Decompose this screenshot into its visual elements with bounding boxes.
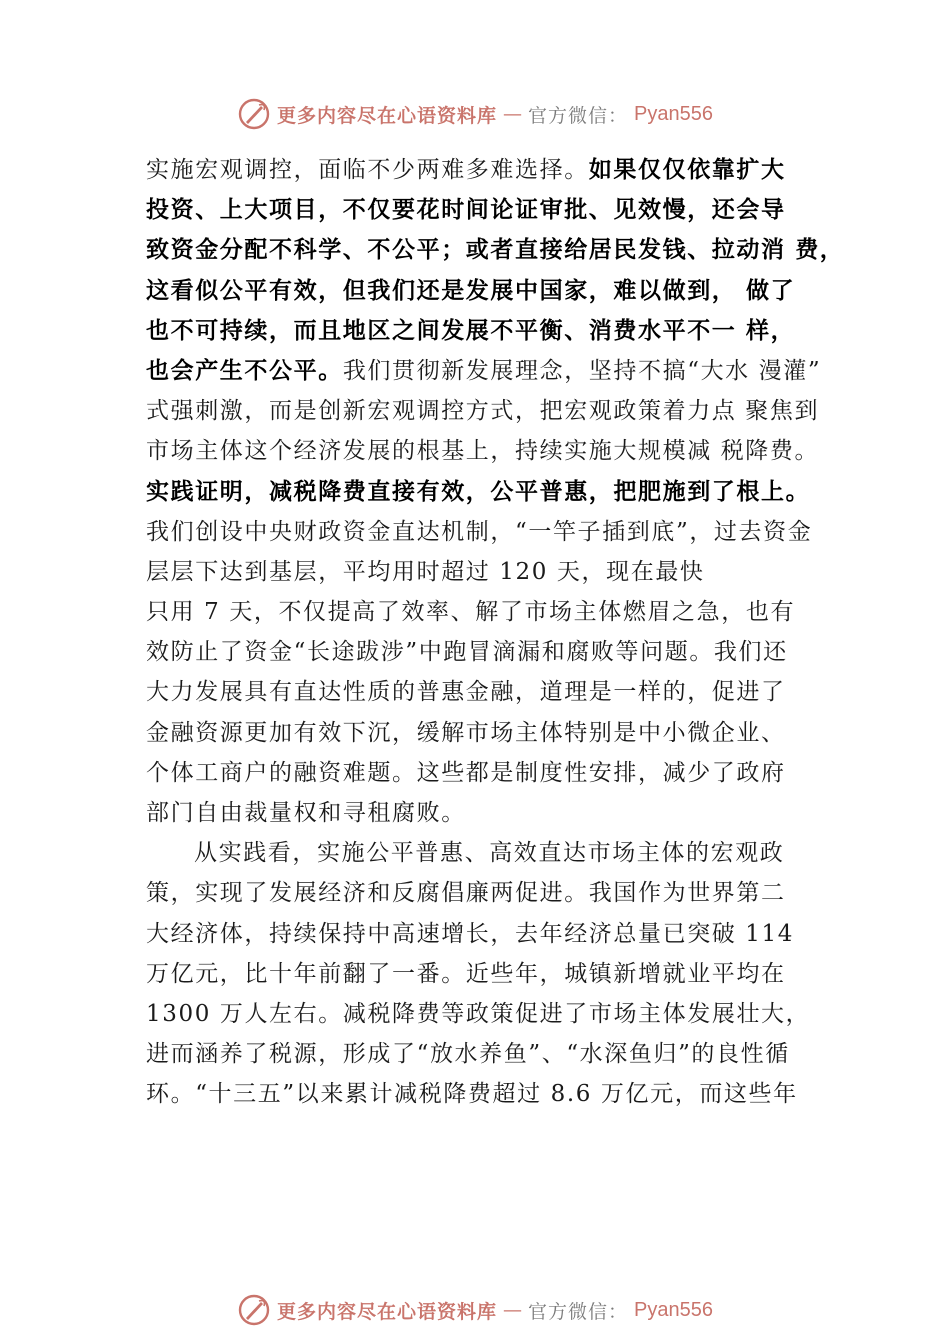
body-text: 大力发展具有直达性质的普惠金融，道理是一样的，促进了	[146, 679, 786, 706]
body-text: 策，实现了发展经济和反腐倡廉两促进。我国作为世界第二	[146, 880, 786, 907]
text-line	[146, 271, 836, 311]
text-line	[146, 190, 836, 230]
brand-separator: —	[503, 1299, 523, 1321]
text-line	[146, 592, 836, 632]
body-text: 部门自由裁量权和寻租腐败。	[146, 800, 466, 826]
text-line	[146, 994, 836, 1034]
text-line	[146, 472, 836, 512]
bold-text: 也会产生不公平。	[146, 356, 343, 384]
body-text: 层层下达到基层，平均用时超过 120 天，现在最快	[146, 558, 705, 585]
body-text: 从实践看，实施公平普惠、高效直达市场主体的宏观政	[194, 840, 785, 867]
body-text: 只用 7 天，不仅提高了效率、解了市场主体燃眉之急，也有	[146, 599, 796, 626]
body-text: 我们创设中央财政资金直达机制，“一竿子插到底”，过去资金	[146, 518, 813, 545]
body-text: 1300 万人左右。减税降费等政策促进了市场主体发展壮大，	[146, 1000, 811, 1027]
brand-separator: —	[503, 103, 523, 125]
brand-name: 更多内容尽在心语资料库	[277, 104, 498, 127]
text-line	[146, 833, 836, 873]
text-line	[146, 672, 836, 712]
text-line	[146, 1074, 836, 1114]
text-line	[146, 230, 845, 270]
wechat-account: Pyan556	[634, 102, 713, 125]
footer-banner	[0, 1290, 950, 1330]
body-text: 效防止了资金“长途跋涉”中跑冒滴漏和腐败等问题。我们还	[146, 639, 788, 666]
text-line	[146, 351, 836, 391]
body-text: 进而涵养了税源，形成了“放水养鱼”、“水深鱼归”的良性循	[146, 1041, 790, 1068]
text-line	[146, 713, 836, 753]
body-text: 环。“十三五”以来累计减税降费超过 8.6 万亿元，而这些年	[146, 1081, 798, 1108]
body-text: 大经济体，持续保持中高速增长，去年经济总量已突破 114	[146, 920, 795, 947]
body-text: 金融资源更加有效下沉，缓解市场主体特别是中小微企业、	[146, 719, 786, 746]
text-line	[146, 391, 836, 431]
body-text: 我们贯彻新发展理念，坚持不搞“大水 漫灌”	[342, 357, 822, 384]
wechat-account: Pyan556	[634, 1298, 713, 1321]
body-text: 万亿元，比十年前翻了一番。近些年，城镇新增就业平均在	[146, 960, 786, 987]
quill-logo-icon	[237, 97, 271, 131]
header-banner	[0, 94, 950, 134]
text-line	[146, 150, 836, 190]
body-text: 式强刺激，而是创新宏观调控方式，把宏观政策着力点 聚焦到	[146, 398, 820, 425]
text-line	[146, 1034, 836, 1074]
official-label: 官方微信：	[528, 104, 629, 127]
text-line	[146, 632, 836, 672]
bold-text: 实践证明，减税降费直接有效，公平普惠，把肥施到了根上。	[146, 477, 811, 505]
text-line	[146, 311, 836, 351]
text-line	[146, 753, 836, 793]
quill-logo-icon	[237, 1293, 271, 1327]
bold-text: 如果仅仅依靠扩大	[588, 156, 786, 183]
text-line	[146, 793, 836, 833]
bold-text: 这看似公平有效，但我们还是发展中国家，难以做到， 做了	[146, 276, 796, 304]
text-line	[146, 954, 836, 994]
text-line	[146, 431, 836, 471]
text-line	[146, 552, 836, 592]
body-text: 市场主体这个经济发展的根基上，持续实施大规模减 税降费。	[146, 438, 820, 465]
text-line	[146, 873, 836, 913]
body-text: 实施宏观调控，面临不少两难多难选择。	[146, 157, 589, 183]
bold-text: 投资、上大项目，不仅要花时间论证审批、见效慢，还会导	[146, 196, 786, 224]
text-line	[146, 914, 836, 954]
official-label: 官方微信：	[528, 1300, 629, 1323]
body-text: 个体工商户的融资难题。这些都是制度性安排，减少了政府	[146, 759, 786, 786]
brand-name: 更多内容尽在心语资料库	[277, 1300, 498, 1323]
bold-text: 也不可持续，而且地区之间发展不平衡、消费水平不一 样，	[146, 316, 796, 344]
text-line	[146, 512, 836, 552]
bold-text: 致资金分配不科学、不公平；或者直接给居民发钱、拉动消 费，	[146, 236, 845, 264]
document-body	[146, 150, 845, 1115]
